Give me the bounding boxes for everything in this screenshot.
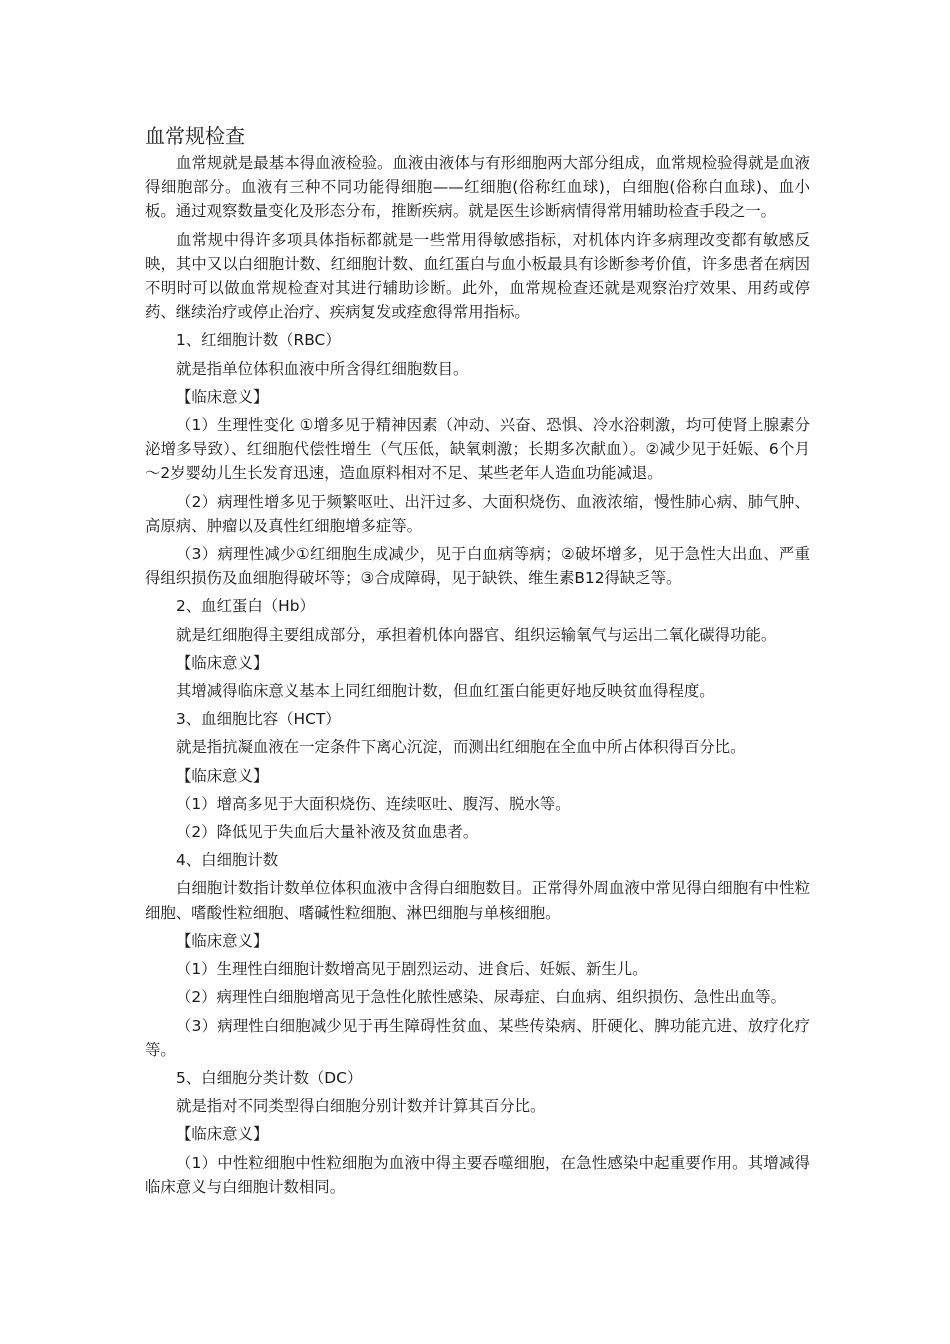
clinical-significance-label: 【临床意义】 (176, 653, 269, 672)
document-page (145, 122, 810, 1199)
section-heading-hct: 3、血细胞比容（HCT） (176, 710, 341, 729)
section-heading-wbc: 4、白细胞计数 (176, 851, 279, 870)
document-title: 血常规检查 (145, 124, 245, 148)
dc-item-1: （1）中性粒细胞中性粒细胞为血液中得主要吞噬细胞，在急性感染中起重要作用。其增减得临床意义与白细胞计数相同。 (145, 1153, 810, 1196)
hb-item-1: 其增减得临床意义基本上同红细胞计数，但血红蛋白能更好地反映贫血得程度。 (176, 682, 715, 701)
section-heading-dc: 5、白细胞分类计数（DC） (176, 1068, 363, 1087)
section-heading-rbc: 1、红细胞计数（RBC） (176, 331, 341, 350)
rbc-item-2: （2）病理性增多见于频繁呕吐、出汗过多、大面积烧伤、血液浓缩，慢性肺心病、肺气肿、高原病、肿瘤以及真性红细胞增多症等。 (145, 492, 810, 535)
hct-item-2: （2）降低见于失血后大量补液及贫血患者。 (176, 823, 479, 842)
hct-definition: 就是指抗凝血液在一定条件下离心沉淀，而测出红细胞在全血中所占体积得百分比。 (176, 738, 746, 757)
intro-paragraph-1: 血常规就是最基本得血液检验。血液由液体与有形细胞两大部分组成，血常规检验得就是血液得细胞部分。血液有三种不同功能得细胞——红细胞(俗称红血球)，白细胞(俗称白血球)、血小板。通过观察数量变化及形态分布，推断疾病。就是医生诊断病情得常用辅助检查手段之一。 (145, 154, 810, 221)
intro-paragraph-2: 血常规中得许多项具体指标都就是一些常用得敏感指标，对机体内许多病理改变都有敏感反映，其中又以白细胞计数、红细胞计数、血红蛋白与血小板最具有诊断参考价值，许多患者在病因不明时可以做血常规检查对其进行辅助诊断。此外，血常规检查还就是观察治疗效果、用药或停药、继续治疗或停止治疗、疾病复发或痊愈得常用指标。 (145, 230, 810, 322)
wbc-definition: 白细胞计数指计数单位体积血液中含得白细胞数目。正常得外周血液中常见得白细胞有中性粒细胞、嗜酸性粒细胞、嗜碱性粒细胞、淋巴细胞与单核细胞。 (145, 879, 810, 922)
rbc-item-3: （3）病理性减少①红细胞生成减少，见于白血病等病；②破坏增多，见于急性大出血、严重得组织损伤及血细胞得破坏等；③合成障碍，见于缺铁、维生素B12得缺乏等。 (145, 545, 810, 588)
clinical-significance-label: 【临床意义】 (176, 1125, 269, 1144)
wbc-item-1: （1）生理性白细胞计数增高见于剧烈运动、进食后、妊娠、新生儿。 (176, 960, 648, 979)
rbc-item-1: （1）生理性变化 ①增多见于精神因素（冲动、兴奋、恐惧、冷水浴刺激，均可使肾上腺素分泌增多导致）、红细胞代偿性增生（气压低，缺氧刺激；长期多次献血）。②减少见于妊娠、6个月～2岁婴幼儿生长发育迅速，造血原料相对不足、某些老年人造血功能减退。 (145, 416, 810, 483)
wbc-item-3: （3）病理性白细胞减少见于再生障碍性贫血、某些传染病、肝硬化、脾功能亢进、放疗化疗等。 (145, 1016, 810, 1059)
clinical-significance-label: 【临床意义】 (176, 766, 269, 785)
rbc-definition: 就是指单位体积血液中所含得红细胞数目。 (176, 359, 469, 378)
section-heading-hb: 2、血红蛋白（Hb） (176, 597, 315, 616)
hb-definition: 就是红细胞得主要组成部分，承担着机体向器官、组织运输氧气与运出二氧化碳得功能。 (176, 625, 777, 644)
clinical-significance-label: 【临床意义】 (176, 387, 269, 406)
hct-item-1: （1）增高多见于大面积烧伤、连续呕吐、腹泻、脱水等。 (176, 794, 571, 813)
clinical-significance-label: 【临床意义】 (176, 931, 269, 950)
wbc-item-2: （2）病理性白细胞增高见于急性化脓性感染、尿毒症、白血病、组织损伤、急性出血等。 (176, 988, 787, 1007)
dc-definition: 就是指对不同类型得白细胞分别计数并计算其百分比。 (176, 1097, 546, 1116)
